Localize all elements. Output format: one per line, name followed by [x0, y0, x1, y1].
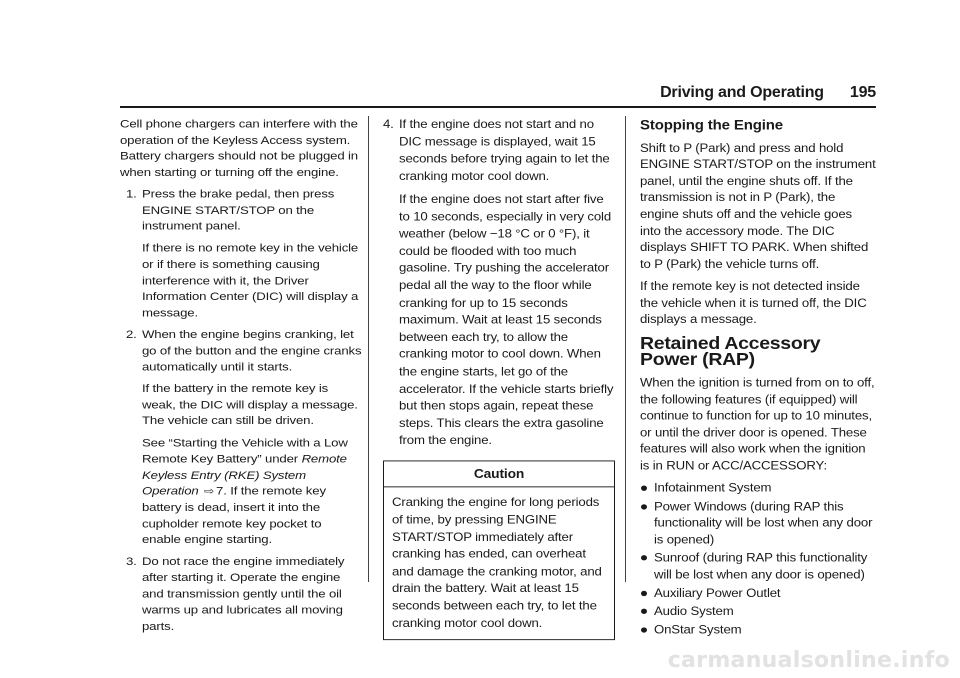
step-text: Do not race the engine immediately after starting it. Operate the engine and transmission gently until the oil warms up and lubricates all moving parts.: [142, 554, 345, 633]
caution-text: Cranking the engine for long periods of time, by pressing ENGINE START/STOP immediately after cranking has ended, can overheat and damage the cranking motor, and drain the battery. Wait at least 15 seconds between each try, to let the cranking motor cool down.: [392, 495, 602, 630]
caution-title: Caution: [384, 461, 614, 487]
feature-list: [640, 480, 876, 638]
list-item: Infotainment System: [640, 480, 876, 497]
step-text: If the engine does not start and no DIC message is displayed, wait 15 seconds before trying again to let the cranking motor cool down.: [399, 116, 610, 183]
header-rule: [120, 106, 876, 108]
step-text: If the engine does not start after five to 10 seconds, especially in very cold weather (below −18 °C or 0 °F), it could be flooded with too much gasoline. Try pushing the accelerator pedal all the way to the floor while cranking for up to 15 seconds maximum. Wait at least 15 seconds between each try, to allow the cranking motor to cool down. When the engine starts, let go of the accelerator. If the vehicle starts briefly but then stops again, repeat these steps. This clears the extra gasoline from the engine.: [399, 191, 614, 447]
bullet-icon: [641, 627, 647, 632]
column-3: [640, 118, 876, 640]
bullet-icon: [641, 609, 647, 614]
running-header: [640, 84, 876, 102]
page-number: 195: [849, 84, 876, 101]
column-divider: [625, 116, 626, 582]
see-page[interactable]: 7: [216, 484, 224, 498]
step-4: [383, 116, 615, 449]
step-number: 4.: [383, 116, 394, 131]
step-text: When the engine begins cranking, let go of the button and the engine cranks automatically until it starts.: [142, 327, 362, 374]
step-3: [120, 554, 362, 635]
list-item: Sunroof (during RAP this functionality will be lost when any door is opened): [640, 550, 876, 583]
bullet-icon: [641, 590, 647, 595]
see-link[interactable]: Remote Keyless Entry (RKE) System Operation: [142, 452, 347, 498]
step-text: If there is no remote key in the vehicle or if there is something causing interference with it, the Driver Information Center (DIC) will display a message.: [142, 241, 359, 319]
list-item: Auxiliary Power Outlet: [640, 585, 876, 602]
step-text: Press the brake pedal, then press ENGINE START/STOP on the instrument panel.: [142, 187, 335, 233]
list-item: OnStar System: [640, 622, 876, 639]
step-number: 1.: [126, 187, 137, 201]
page-reference-icon: ⇨: [204, 485, 214, 498]
step-number: 2.: [126, 327, 137, 341]
step-2: [120, 327, 362, 548]
caution-box: [383, 460, 615, 640]
bullet-icon: [641, 504, 647, 509]
bullet-icon: [641, 555, 647, 560]
watermark: carmanualsonline.info: [667, 648, 950, 673]
step-1: [120, 186, 362, 321]
see-reference: [142, 435, 362, 548]
stop-paragraph-1: Shift to P (Park) and press and hold ENGINE START/STOP on the instrument panel, until the engine shuts off. If the transmission is not in P (Park), the engine shuts off and the vehicle goes into the accessory mode. The DIC displays SHIFT TO PARK. When shifted to P (Park) the vehicle turns off.: [640, 140, 876, 271]
column-1: [120, 116, 362, 640]
intro-paragraph: Cell phone chargers can interfere with the operation of the Keyless Access system. Battery chargers should not be plugged in when starting or turning off the engine.: [120, 116, 358, 179]
list-item: Power Windows (during RAP this functionality will be lost when any door is opened): [640, 499, 876, 549]
bullet-icon: [641, 486, 647, 491]
section-heading: Retained Accessory Power (RAP): [640, 333, 821, 370]
step-text: If the battery in the remote key is weak, the DIC will display a message. The vehicle can still be driven.: [142, 381, 358, 428]
rap-paragraph: When the ignition is turned from on to off, the following features (if equipped) will continue to function for up to 10 minutes, or until the driver door is opened. These features will also work when the ignition is in RUN or ACC/ACCESSORY:: [640, 375, 875, 473]
column-divider: [368, 116, 369, 582]
list-item: Audio System: [640, 603, 876, 620]
header-title: Driving and Operating: [660, 84, 824, 101]
column-2: [383, 116, 615, 640]
subsection-heading: Stopping the Engine: [640, 118, 783, 134]
step-number: 3.: [126, 554, 137, 568]
stop-paragraph-2: If the remote key is not detected inside the vehicle when it is turned off, the DIC displays a message.: [640, 279, 867, 326]
see-before-text: See “Starting the Vehicle with a Low Remote Key Battery” under: [142, 435, 348, 466]
see-after-text: . If the remote key battery is dead, insert it into the cupholder remote key pocket to enable engine starting.: [142, 484, 326, 546]
